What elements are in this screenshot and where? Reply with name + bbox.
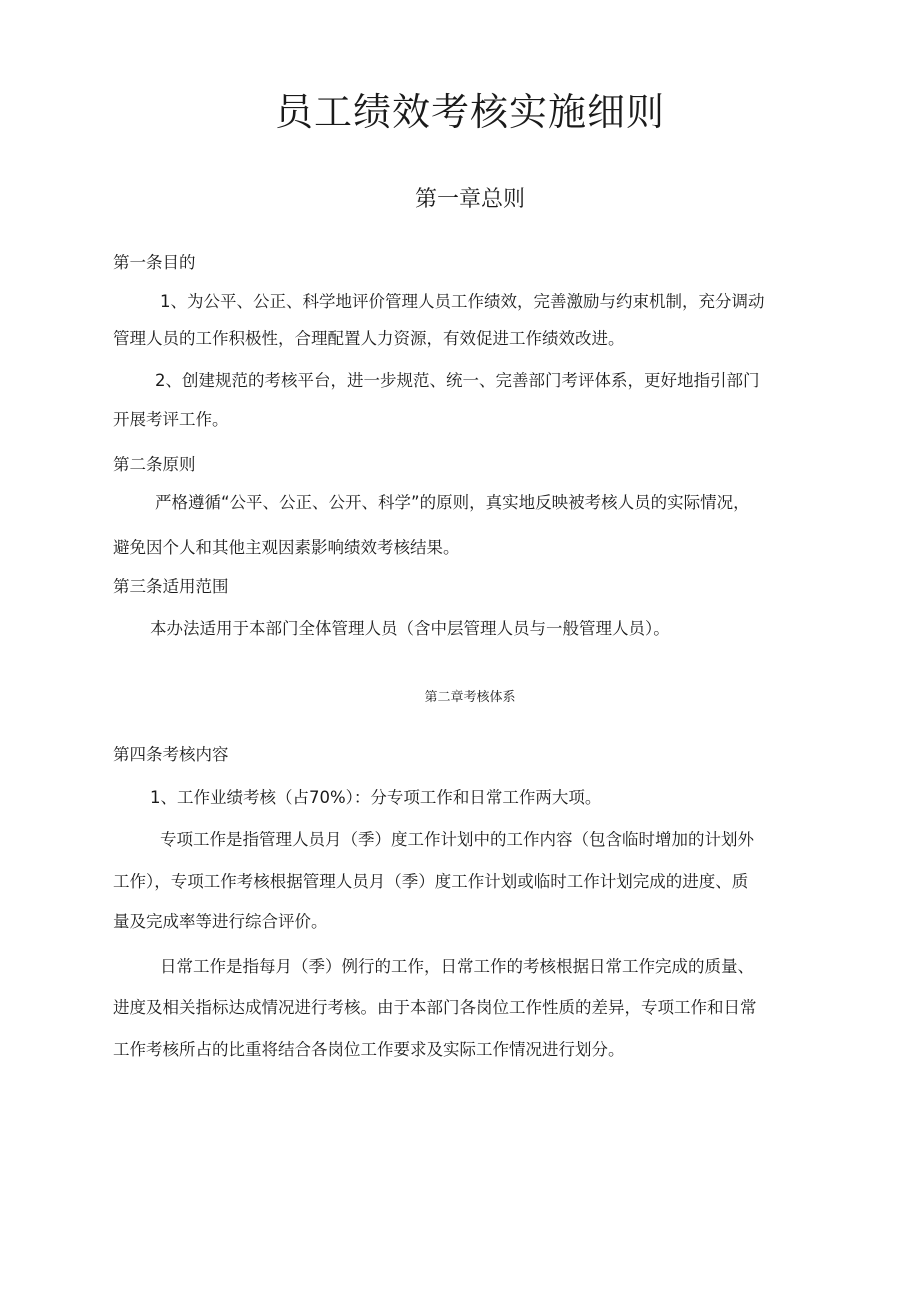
article-1-item-1-line-1: 1、为公平、公正、科学地评价管理人员工作绩效，完善激励与约束机制，充分调动 <box>160 292 765 311</box>
article-2-line-2: 避免因个人和其他主观因素影响绩效考核结果。 <box>113 538 460 557</box>
chapter-1-heading: 第一章总则 <box>414 187 525 212</box>
daily-work-line-1: 日常工作是指每月（季）例行的工作，日常工作的考核根据日常工作完成的质量、 <box>160 957 754 976</box>
daily-work-line-3: 工作考核所占的比重将结合各岗位工作要求及实际工作情况进行划分。 <box>113 1040 625 1059</box>
document-title: 员工绩效考核实施细则 <box>274 90 665 134</box>
article-4-item-1: 1、工作业绩考核（占70%）：分专项工作和日常工作两大项。 <box>150 788 602 807</box>
daily-work-line-2: 进度及相关指标达成情况进行考核。由于本部门各岗位工作性质的差异，专项工作和日常 <box>113 998 757 1017</box>
article-3-heading: 第三条适用范围 <box>113 577 229 596</box>
article-3-line-1: 本办法适用于本部门全体管理人员（含中层管理人员与一般管理人员）。 <box>150 619 670 638</box>
special-work-line-2: 工作），专项工作考核根据管理人员月（季）度工作计划或临时工作计划完成的进度、质 <box>113 872 749 891</box>
article-1-heading: 第一条目的 <box>113 253 196 272</box>
article-2-heading: 第二条原则 <box>113 455 196 474</box>
article-1-item-2-line-2: 开展考评工作。 <box>113 410 229 429</box>
article-1-item-1-line-2: 管理人员的工作积极性，合理配置人力资源，有效促进工作绩效改进。 <box>113 329 625 348</box>
article-4-heading: 第四条考核内容 <box>113 745 229 764</box>
article-1-item-2-line-1: 2、创建规范的考核平台，进一步规范、统一、完善部门考评体系，更好地指引部门 <box>155 371 760 390</box>
special-work-line-3: 量及完成率等进行综合评价。 <box>113 912 328 931</box>
article-2-line-1: 严格遵循“公平、公正、公开、科学”的原则，真实地反映被考核人员的实际情况， <box>155 493 750 512</box>
chapter-2-heading: 第二章考核体系 <box>424 690 516 705</box>
special-work-line-1: 专项工作是指管理人员月（季）度工作计划中的工作内容（包含临时增加的计划外 <box>160 830 754 849</box>
